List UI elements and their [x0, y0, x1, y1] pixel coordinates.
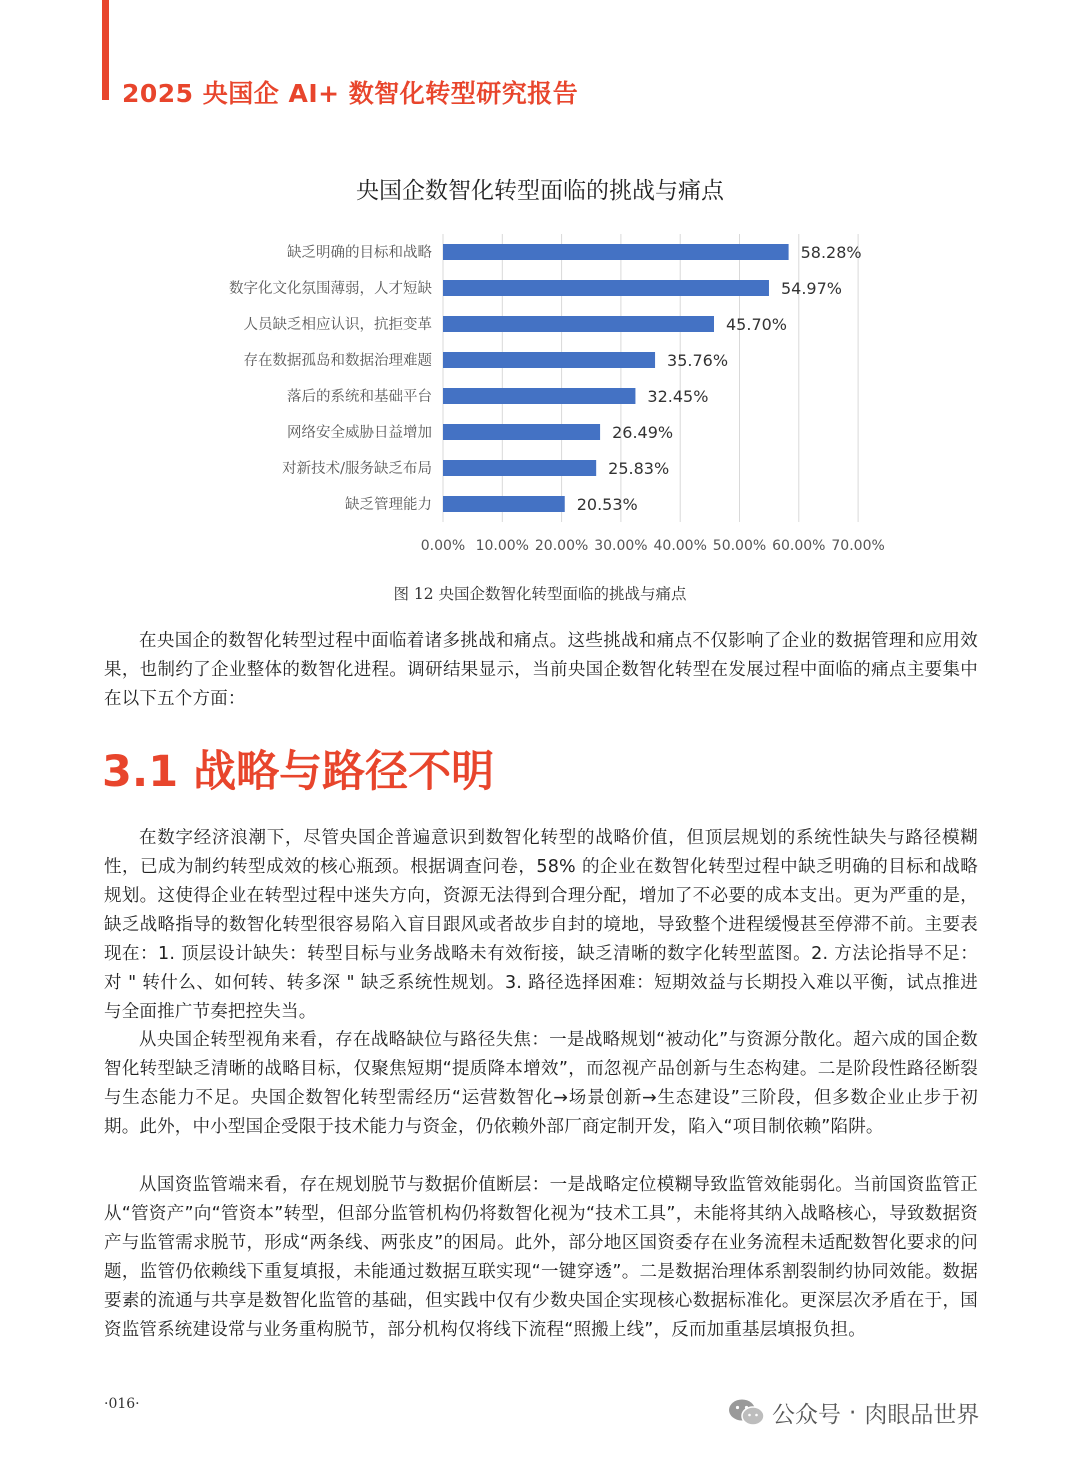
section-paragraph-2: 从央国企转型视角来看，存在战略缺位与路径失焦：一是战略规划“被动化”与资源分散化。超六成的国企数智化转型缺乏清晰的战略目标，仅聚焦短期“提质降本增效”，而忽视产品创新与生态构建。二是阶段性路径断裂与生态能力不足。央国企数智化转型需经历“运营数智化→场景创新→生态建设”三阶段，但多数企业止步于初期。此外，中小型国企受限于技术能力与资金，仍依赖外部厂商定制开发，陷入“项目制依赖”陷阱。: [104, 1030, 978, 1137]
x-tick-label: 0.00%: [420, 538, 466, 554]
wechat-icon: [728, 1398, 766, 1428]
category-label: 对新技术/服务缺乏布局: [282, 461, 432, 477]
header-accent-bar: [102, 0, 109, 100]
value-label: 45.70%: [726, 315, 788, 334]
x-tick-label: 10.00%: [475, 538, 529, 554]
category-label: 网络安全威胁日益增加: [287, 425, 432, 441]
watermark-separator: ·: [849, 1399, 857, 1426]
value-label: 25.83%: [608, 459, 670, 478]
category-label: 落后的系统和基础平台: [287, 389, 432, 405]
bar-chart: [0, 225, 1080, 570]
bar: [443, 460, 596, 476]
category-label: 缺乏管理能力: [345, 497, 432, 513]
section-paragraph-1: 在数字经济浪潮下，尽管央国企普遍意识到数智化转型的战略价值，但顶层规划的系统性缺失与路径模糊性，已成为制约转型成效的核心瓶颈。根据调查问卷，58% 的企业在数智化转型过程中缺乏明确的目标和战略规划。这使得企业在转型过程中迷失方向，资源无法得到合理分配，增加了不必要的成本支出。更为严重的是，缺乏战略指导的数智化转型很容易陷入盲目跟风或者故步自封的境地，导致整个进程缓慢甚至停滞不前。主要表现在：1. 顶层设计缺失：转型目标与业务战略未有效衔接，缺乏清晰的数字化转型蓝图。2. 方法论指导不足：对 " 转什么、如何转、转多深 " 缺乏系统性规划。3. 路径选择困难：短期效益与长期投入难以平衡，试点推进与全面推广节奏把控失当。: [104, 828, 978, 1022]
category-label: 人员缺乏相应认识，抗拒变革: [243, 317, 432, 333]
category-label: 存在数据孤岛和数据治理难题: [243, 353, 432, 369]
x-tick-label: 50.00%: [712, 538, 767, 554]
document-title: 2025 央国企 AI+ 数智化转型研究报告: [122, 79, 579, 108]
figure-caption: 图 12 央国企数智化转型面临的挑战与痛点: [393, 585, 687, 603]
bar: [443, 316, 714, 332]
watermark-brand: 公众号: [772, 1402, 841, 1428]
value-label: 58.28%: [800, 243, 862, 262]
x-tick-label: 30.00%: [594, 538, 648, 554]
bar: [443, 496, 565, 512]
x-tick-label: 20.00%: [534, 538, 589, 554]
page-number: ·016·: [104, 1396, 140, 1412]
value-label: 32.45%: [647, 387, 709, 406]
bar: [443, 352, 655, 368]
bar: [443, 388, 635, 404]
bar: [443, 424, 600, 440]
value-label: 54.97%: [780, 279, 842, 298]
bar: [443, 280, 769, 296]
watermark: [728, 1396, 979, 1429]
category-label: 缺乏明确的目标和战略: [287, 245, 432, 261]
chart-title: 央国企数智化转型面临的挑战与痛点: [356, 178, 724, 204]
category-label: 数字化文化氛围薄弱，人才短缺: [229, 281, 432, 297]
bar: [443, 244, 789, 260]
x-tick-label: 60.00%: [772, 538, 826, 554]
x-tick-label: 40.00%: [653, 538, 707, 554]
value-label: 35.76%: [667, 351, 729, 370]
value-label: 20.53%: [576, 495, 638, 514]
intro-paragraph: 在央国企的数智化转型过程中面临着诸多挑战和痛点。这些挑战和痛点不仅影响了企业的数据管理和应用效果，也制约了企业整体的数智化进程。调研结果显示，当前央国企数智化转型在发展过程中面临的痛点主要集中在以下五个方面：: [104, 631, 978, 709]
watermark-name: 肉眼品世界: [864, 1402, 980, 1428]
value-label: 26.49%: [612, 423, 674, 442]
section-heading: 3.1 战略与路径不明: [102, 747, 495, 797]
x-tick-label: 70.00%: [831, 538, 885, 554]
section-paragraph-3: 从国资监管端来看，存在规划脱节与数据价值断层：一是战略定位模糊导致监管效能弱化。当前国资监管正从“管资产”向“管资本”转型，但部分监管机构仍将数智化视为“技术工具”，未能将其纳入战略核心，导致数据资产与监管需求脱节，形成“两条线、两张皮”的困局。此外，部分地区国资委存在业务流程未适配数智化要求的问题，监管仍依赖线下重复填报，未能通过数据互联实现“一键穿透”。二是数据治理体系割裂制约协同效能。数据要素的流通与共享是数智化监管的基础，但实践中仅有少数央国企实现核心数据标准化。更深层次矛盾在于，国资监管系统建设常与业务重构脱节，部分机构仅将线下流程“照搬上线”，反而加重基层填报负担。: [104, 1175, 978, 1340]
